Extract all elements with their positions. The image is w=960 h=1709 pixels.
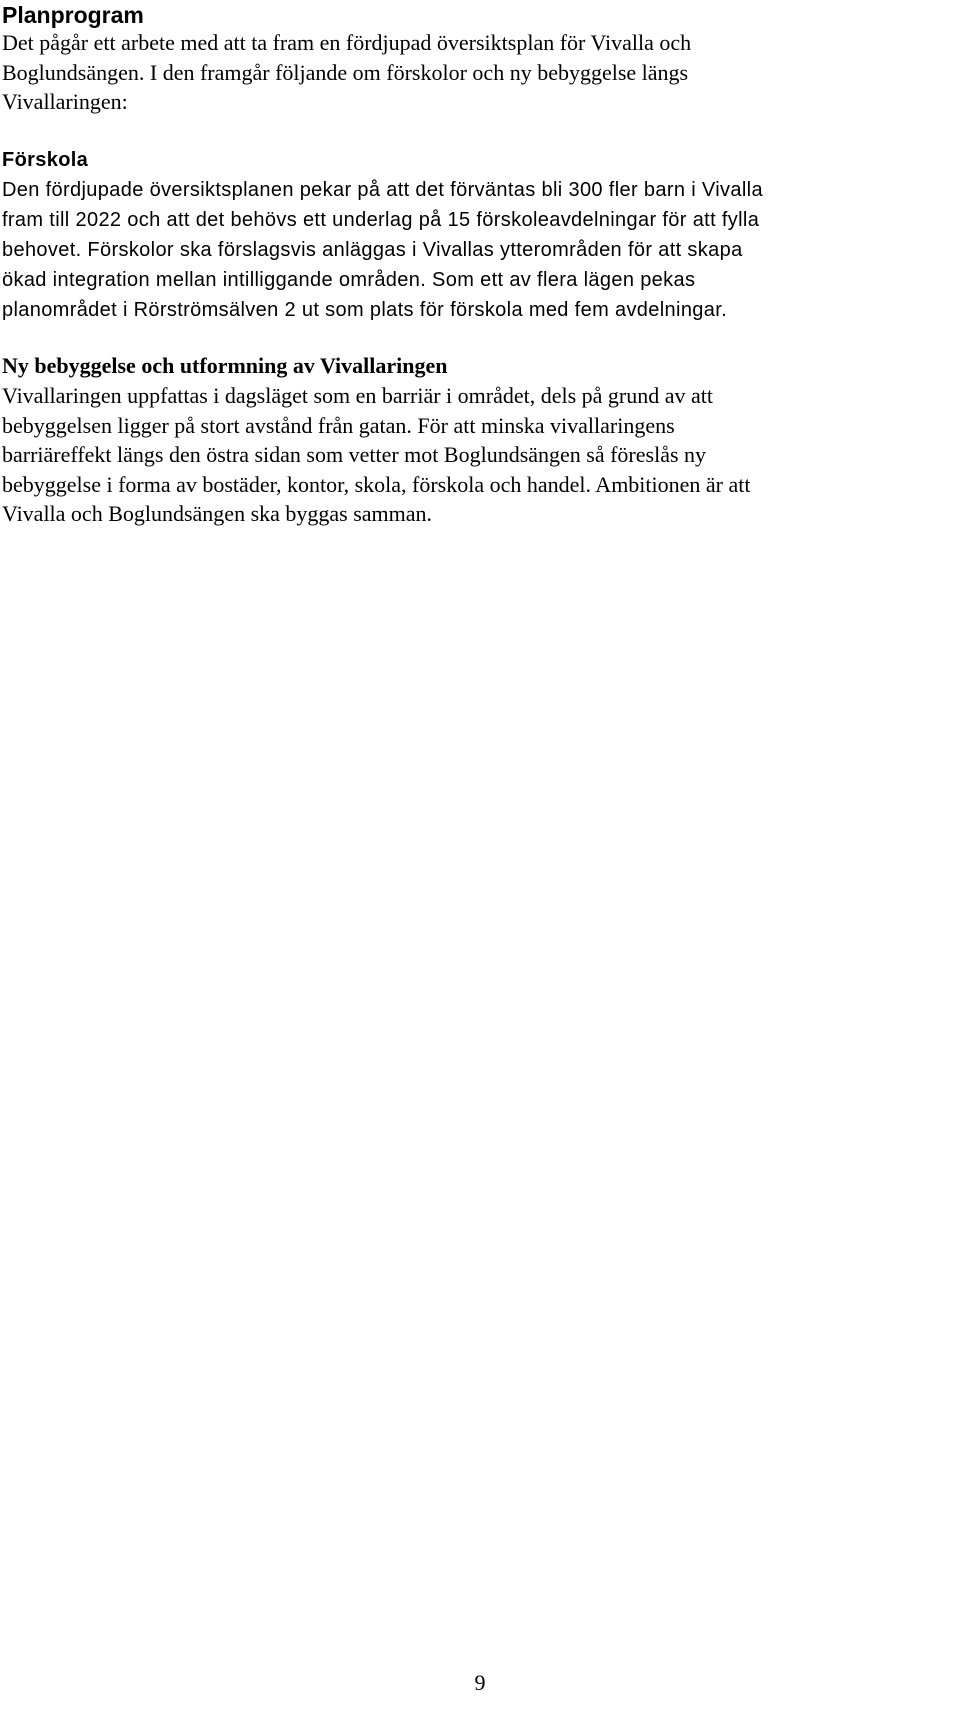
page-number: 9 [474,1670,486,1695]
ny-bebyggelse-heading: Ny bebyggelse och utformning av Vivallaringen [2,353,448,378]
forskola-line: behovet. Förskolor ska förslagsvis anläggas i Vivallas ytterområden för att skapa [2,239,743,261]
forskola-line: Den fördjupade översiktsplanen pekar på att det förväntas bli 300 fler barn i Vivalla [2,179,763,201]
intro-paragraph [2,28,691,117]
ny-bebyggelse-line: bebyggelse i forma av bostäder, kontor, skola, förskola och handel. Ambitionen är att [2,471,751,497]
forskola-line: planområdet i Rörströmsälven 2 ut som plats för förskola med fem avdelningar. [2,299,728,321]
ny-bebyggelse-line: bebyggelsen ligger på stort avstånd från gatan. För att minska vivallaringens [2,412,675,438]
forskola-section [2,145,763,325]
intro-line: Vivallaringen: [2,89,128,114]
intro-line: Boglundsängen. I den framgår följande om förskolor och ny bebyggelse längs [2,59,689,85]
ny-bebyggelse-line: barriäreffekt längs den östra sidan som vetter mot Boglundsängen så föreslås ny [2,442,707,467]
ny-bebyggelse-paragraph [2,381,750,529]
forskola-line: ökad integration mellan intilliggande områden. Som ett av flera lägen pekas [2,269,696,291]
section-title: Planprogram [2,2,144,28]
forskola-line: fram till 2022 och att det behövs ett underlag på 15 förskoleavdelningar för att fylla [2,209,760,231]
ny-bebyggelse-line: Vivalla och Boglundsängen ska byggas samman. [2,501,433,526]
intro-line: Det pågår ett arbete med att ta fram en fördjupad översiktsplan för Vivalla och [2,30,692,55]
ny-bebyggelse-line: Vivallaringen uppfattas i dagsläget som en barriär i området, dels på grund av att [2,383,714,408]
forskola-heading: Förskola [2,149,89,171]
